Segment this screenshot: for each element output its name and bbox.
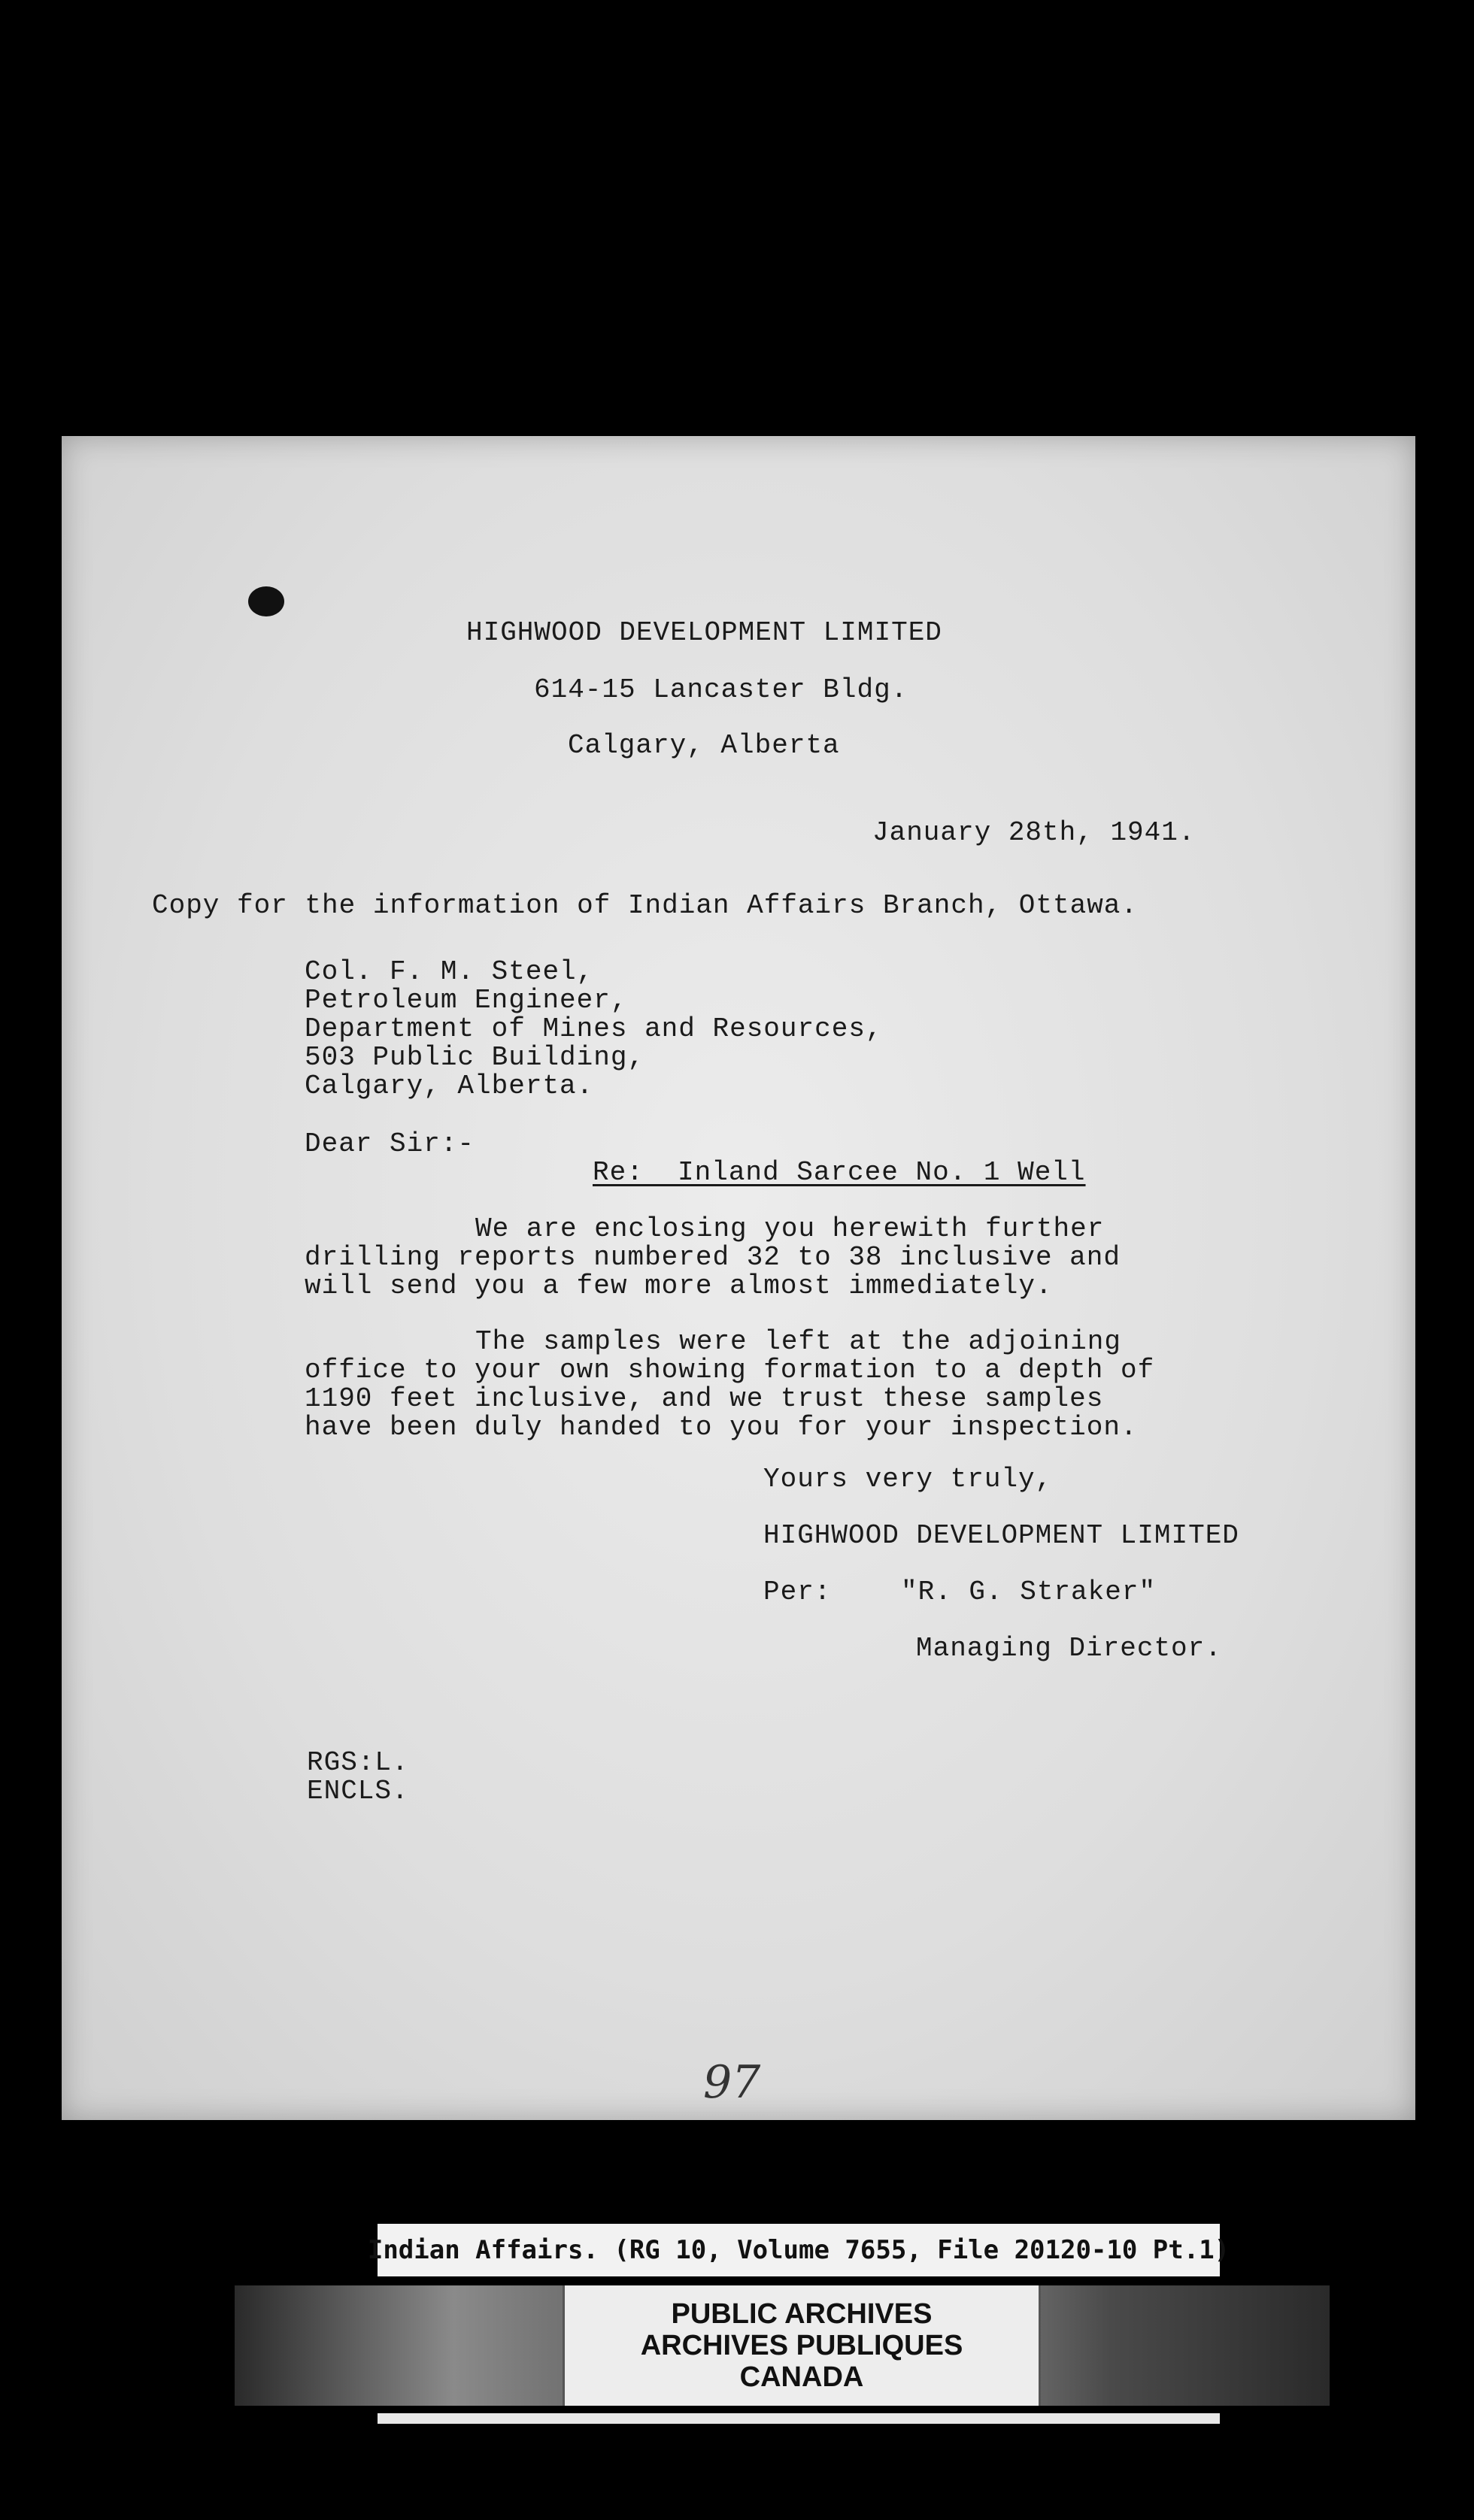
body-p1-line-1: We are enclosing you herewith further bbox=[475, 1213, 1105, 1244]
per-label: Per: bbox=[763, 1577, 832, 1607]
recipient-line-1: Col. F. M. Steel, bbox=[305, 956, 594, 987]
reference-initials: RGS:L. bbox=[307, 1747, 409, 1778]
signer-title: Managing Director. bbox=[916, 1633, 1222, 1664]
salutation: Dear Sir:- bbox=[305, 1128, 475, 1159]
enclosures: ENCLS. bbox=[307, 1776, 409, 1807]
recipient-line-4: 503 Public Building, bbox=[305, 1042, 645, 1073]
closing-company: HIGHWOOD DEVELOPMENT LIMITED bbox=[763, 1520, 1239, 1551]
letter-date: January 28th, 1941. bbox=[872, 817, 1196, 848]
subject-line: Re: Inland Sarcee No. 1 Well bbox=[593, 1157, 1086, 1188]
copy-note: Copy for the information of Indian Affairs Branch, Ottawa. bbox=[152, 890, 1139, 921]
recipient-line-2: Petroleum Engineer, bbox=[305, 985, 628, 1016]
archive-stamp-line-3: CANADA bbox=[739, 2361, 864, 2393]
recipient-line-3: Department of Mines and Resources, bbox=[305, 1013, 883, 1044]
archive-stamp-line-1: PUBLIC ARCHIVES bbox=[671, 2298, 933, 2330]
ink-blot-mark bbox=[248, 586, 284, 616]
letterhead-city: Calgary, Alberta bbox=[568, 730, 840, 761]
body-p2-line-2: office to your own showing formation to a depth of bbox=[305, 1355, 1155, 1386]
archive-reference-label: Indian Affairs. (RG 10, Volume 7655, File 20120-10 Pt.1) bbox=[378, 2224, 1220, 2276]
letterhead-company: HIGHWOOD DEVELOPMENT LIMITED bbox=[466, 617, 942, 648]
signer-name: "R. G. Straker" bbox=[901, 1577, 1157, 1607]
archive-stamp bbox=[563, 2285, 1041, 2406]
valediction: Yours very truly, bbox=[763, 1464, 1053, 1495]
archive-stamp-line-2: ARCHIVES PUBLIQUES bbox=[640, 2330, 963, 2361]
recipient-line-5: Calgary, Alberta. bbox=[305, 1071, 594, 1101]
body-p2-line-4: have been duly handed to you for your inspection. bbox=[305, 1412, 1138, 1443]
body-p1-line-3: will send you a few more almost immediately. bbox=[305, 1271, 1053, 1301]
letterhead-address: 614-15 Lancaster Bldg. bbox=[534, 674, 908, 705]
page-number-handwritten: 97 bbox=[703, 2056, 761, 2109]
bottom-strip bbox=[378, 2413, 1220, 2424]
body-p2-line-3: 1190 feet inclusive, and we trust these samples bbox=[305, 1383, 1104, 1414]
body-p1-line-2: drilling reports numbered 32 to 38 inclusive and bbox=[305, 1242, 1121, 1273]
body-p2-line-1: The samples were left at the adjoining bbox=[475, 1326, 1121, 1357]
